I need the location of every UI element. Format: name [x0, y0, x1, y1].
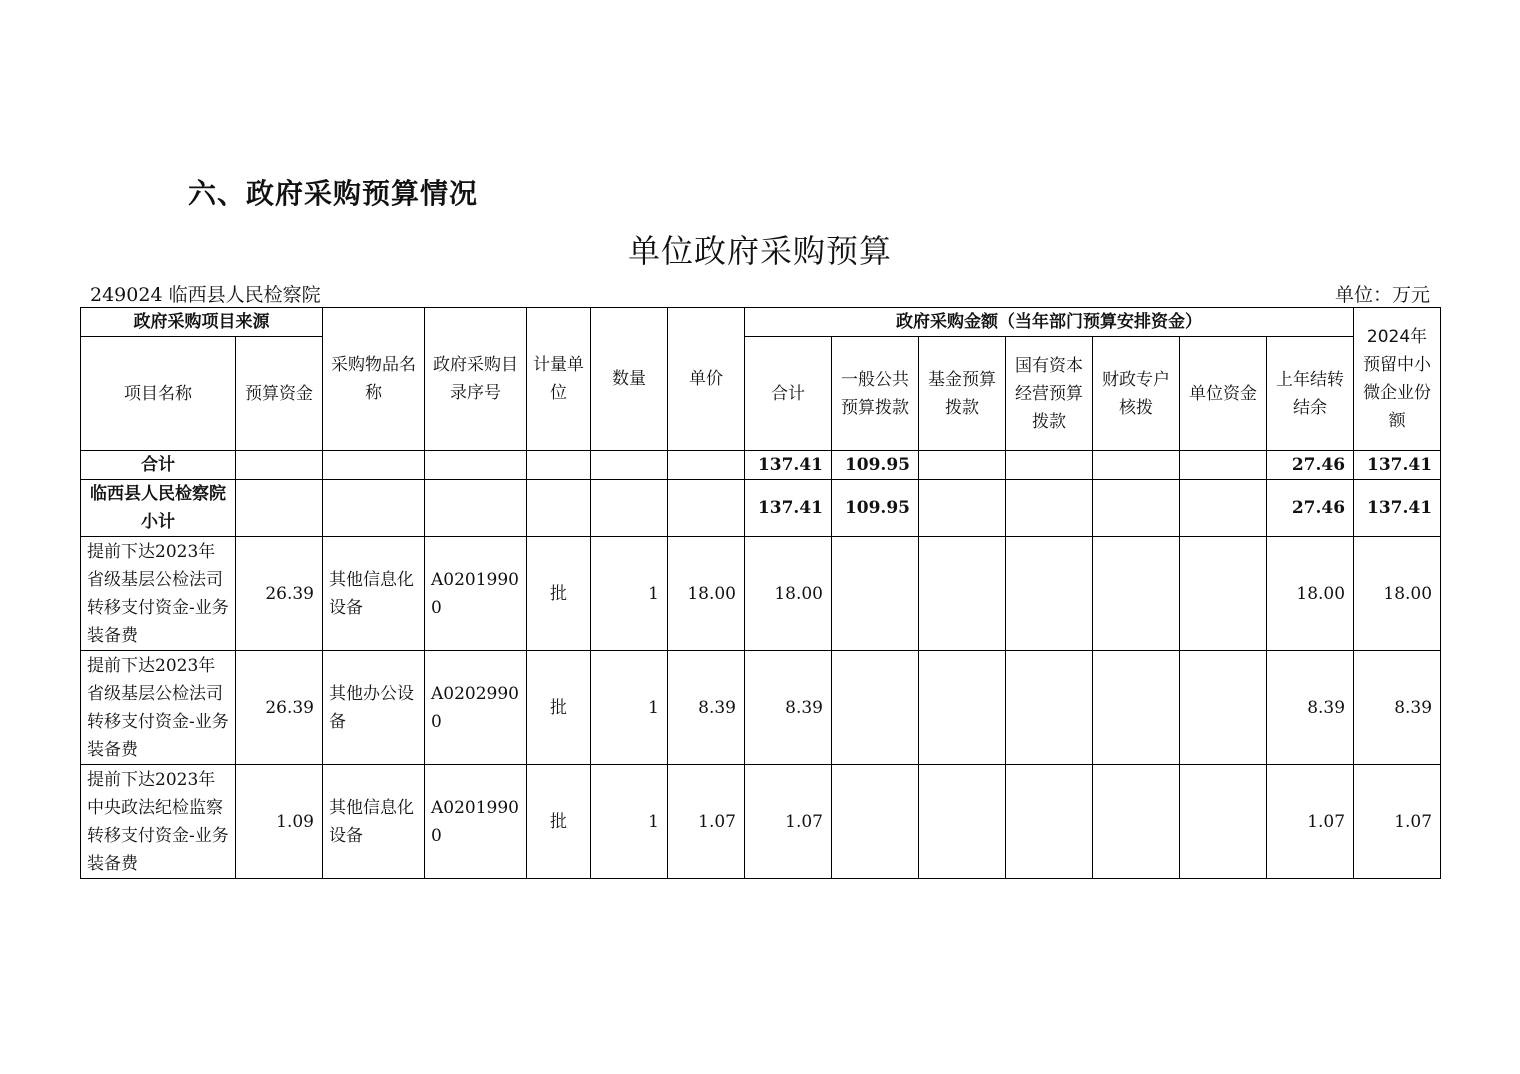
subtotal-row-total: 137.41	[745, 480, 832, 537]
header-project-name: 项目名称	[81, 337, 236, 451]
procurement-budget-table	[80, 307, 1441, 879]
row-sme-share: 8.39	[1354, 651, 1441, 765]
header-carryover: 上年结转结余	[1267, 337, 1354, 451]
header-unit-price: 单价	[668, 308, 745, 451]
header-quantity: 数量	[591, 308, 668, 451]
header-measure-unit: 计量单位	[527, 308, 591, 451]
total-row-label: 合计	[81, 451, 236, 480]
row-measure-unit: 批	[527, 651, 591, 765]
subtotal-row-carryover: 27.46	[1267, 480, 1354, 537]
row-project-name: 提前下达2023年中央政法纪检监察转移支付资金-业务装备费	[81, 765, 236, 879]
subtotal-row	[81, 480, 1441, 537]
unit-code: 249024 临西县人民检察院	[90, 284, 321, 306]
total-row-carryover: 27.46	[1267, 451, 1354, 480]
row-quantity: 1	[591, 651, 668, 765]
row-measure-unit: 批	[527, 765, 591, 879]
total-row	[81, 451, 1441, 480]
subtotal-row-sme-share: 137.41	[1354, 480, 1441, 537]
row-item-name: 其他办公设备	[323, 651, 425, 765]
table-row	[81, 651, 1441, 765]
row-item-name: 其他信息化设备	[323, 537, 425, 651]
total-row-general-public: 109.95	[832, 451, 919, 480]
row-total: 1.07	[745, 765, 832, 879]
header-unit-funds: 单位资金	[1180, 337, 1267, 451]
section-heading: 六、政府采购预算情况	[188, 177, 479, 210]
table-row	[81, 537, 1441, 651]
header-fund-budget: 基金预算拨款	[919, 337, 1006, 451]
row-carryover: 8.39	[1267, 651, 1354, 765]
row-carryover: 18.00	[1267, 537, 1354, 651]
row-unit-price: 8.39	[668, 651, 745, 765]
header-sme-share: 2024年预留中小微企业份额	[1354, 308, 1441, 451]
row-project-name: 提前下达2023年省级基层公检法司转移支付资金-业务装备费	[81, 651, 236, 765]
header-state-capital: 国有资本经营预算拨款	[1006, 337, 1093, 451]
row-sme-share: 18.00	[1354, 537, 1441, 651]
row-measure-unit: 批	[527, 537, 591, 651]
header-total: 合计	[745, 337, 832, 451]
total-row-sme-share: 137.41	[1354, 451, 1441, 480]
subtotal-row-general-public: 109.95	[832, 480, 919, 537]
row-quantity: 1	[591, 537, 668, 651]
row-budget-funds: 1.09	[236, 765, 323, 879]
total-row-total: 137.41	[745, 451, 832, 480]
table-row	[81, 765, 1441, 879]
row-quantity: 1	[591, 765, 668, 879]
row-total: 8.39	[745, 651, 832, 765]
row-carryover: 1.07	[1267, 765, 1354, 879]
table-title: 单位政府采购预算	[627, 232, 892, 270]
row-sme-share: 1.07	[1354, 765, 1441, 879]
row-total: 18.00	[745, 537, 832, 651]
header-amount-group: 政府采购金额（当年部门预算安排资金）	[745, 308, 1354, 337]
header-fiscal-special: 财政专户核拨	[1093, 337, 1180, 451]
row-item-name: 其他信息化设备	[323, 765, 425, 879]
row-catalog-no: A02019900	[425, 765, 527, 879]
header-item-name: 采购物品名称	[323, 308, 425, 451]
row-catalog-no: A02029900	[425, 651, 527, 765]
row-unit-price: 1.07	[668, 765, 745, 879]
row-catalog-no: A02019900	[425, 537, 527, 651]
row-project-name: 提前下达2023年省级基层公检法司转移支付资金-业务装备费	[81, 537, 236, 651]
header-source-group: 政府采购项目来源	[81, 308, 323, 337]
row-unit-price: 18.00	[668, 537, 745, 651]
header-catalog-no: 政府采购目录序号	[425, 308, 527, 451]
subtotal-row-label: 临西县人民检察院小计	[81, 480, 236, 537]
header-budget-funds: 预算资金	[236, 337, 323, 451]
unit-label: 单位：万元	[1334, 284, 1430, 306]
row-budget-funds: 26.39	[236, 651, 323, 765]
row-budget-funds: 26.39	[236, 537, 323, 651]
header-general-public: 一般公共预算拨款	[832, 337, 919, 451]
